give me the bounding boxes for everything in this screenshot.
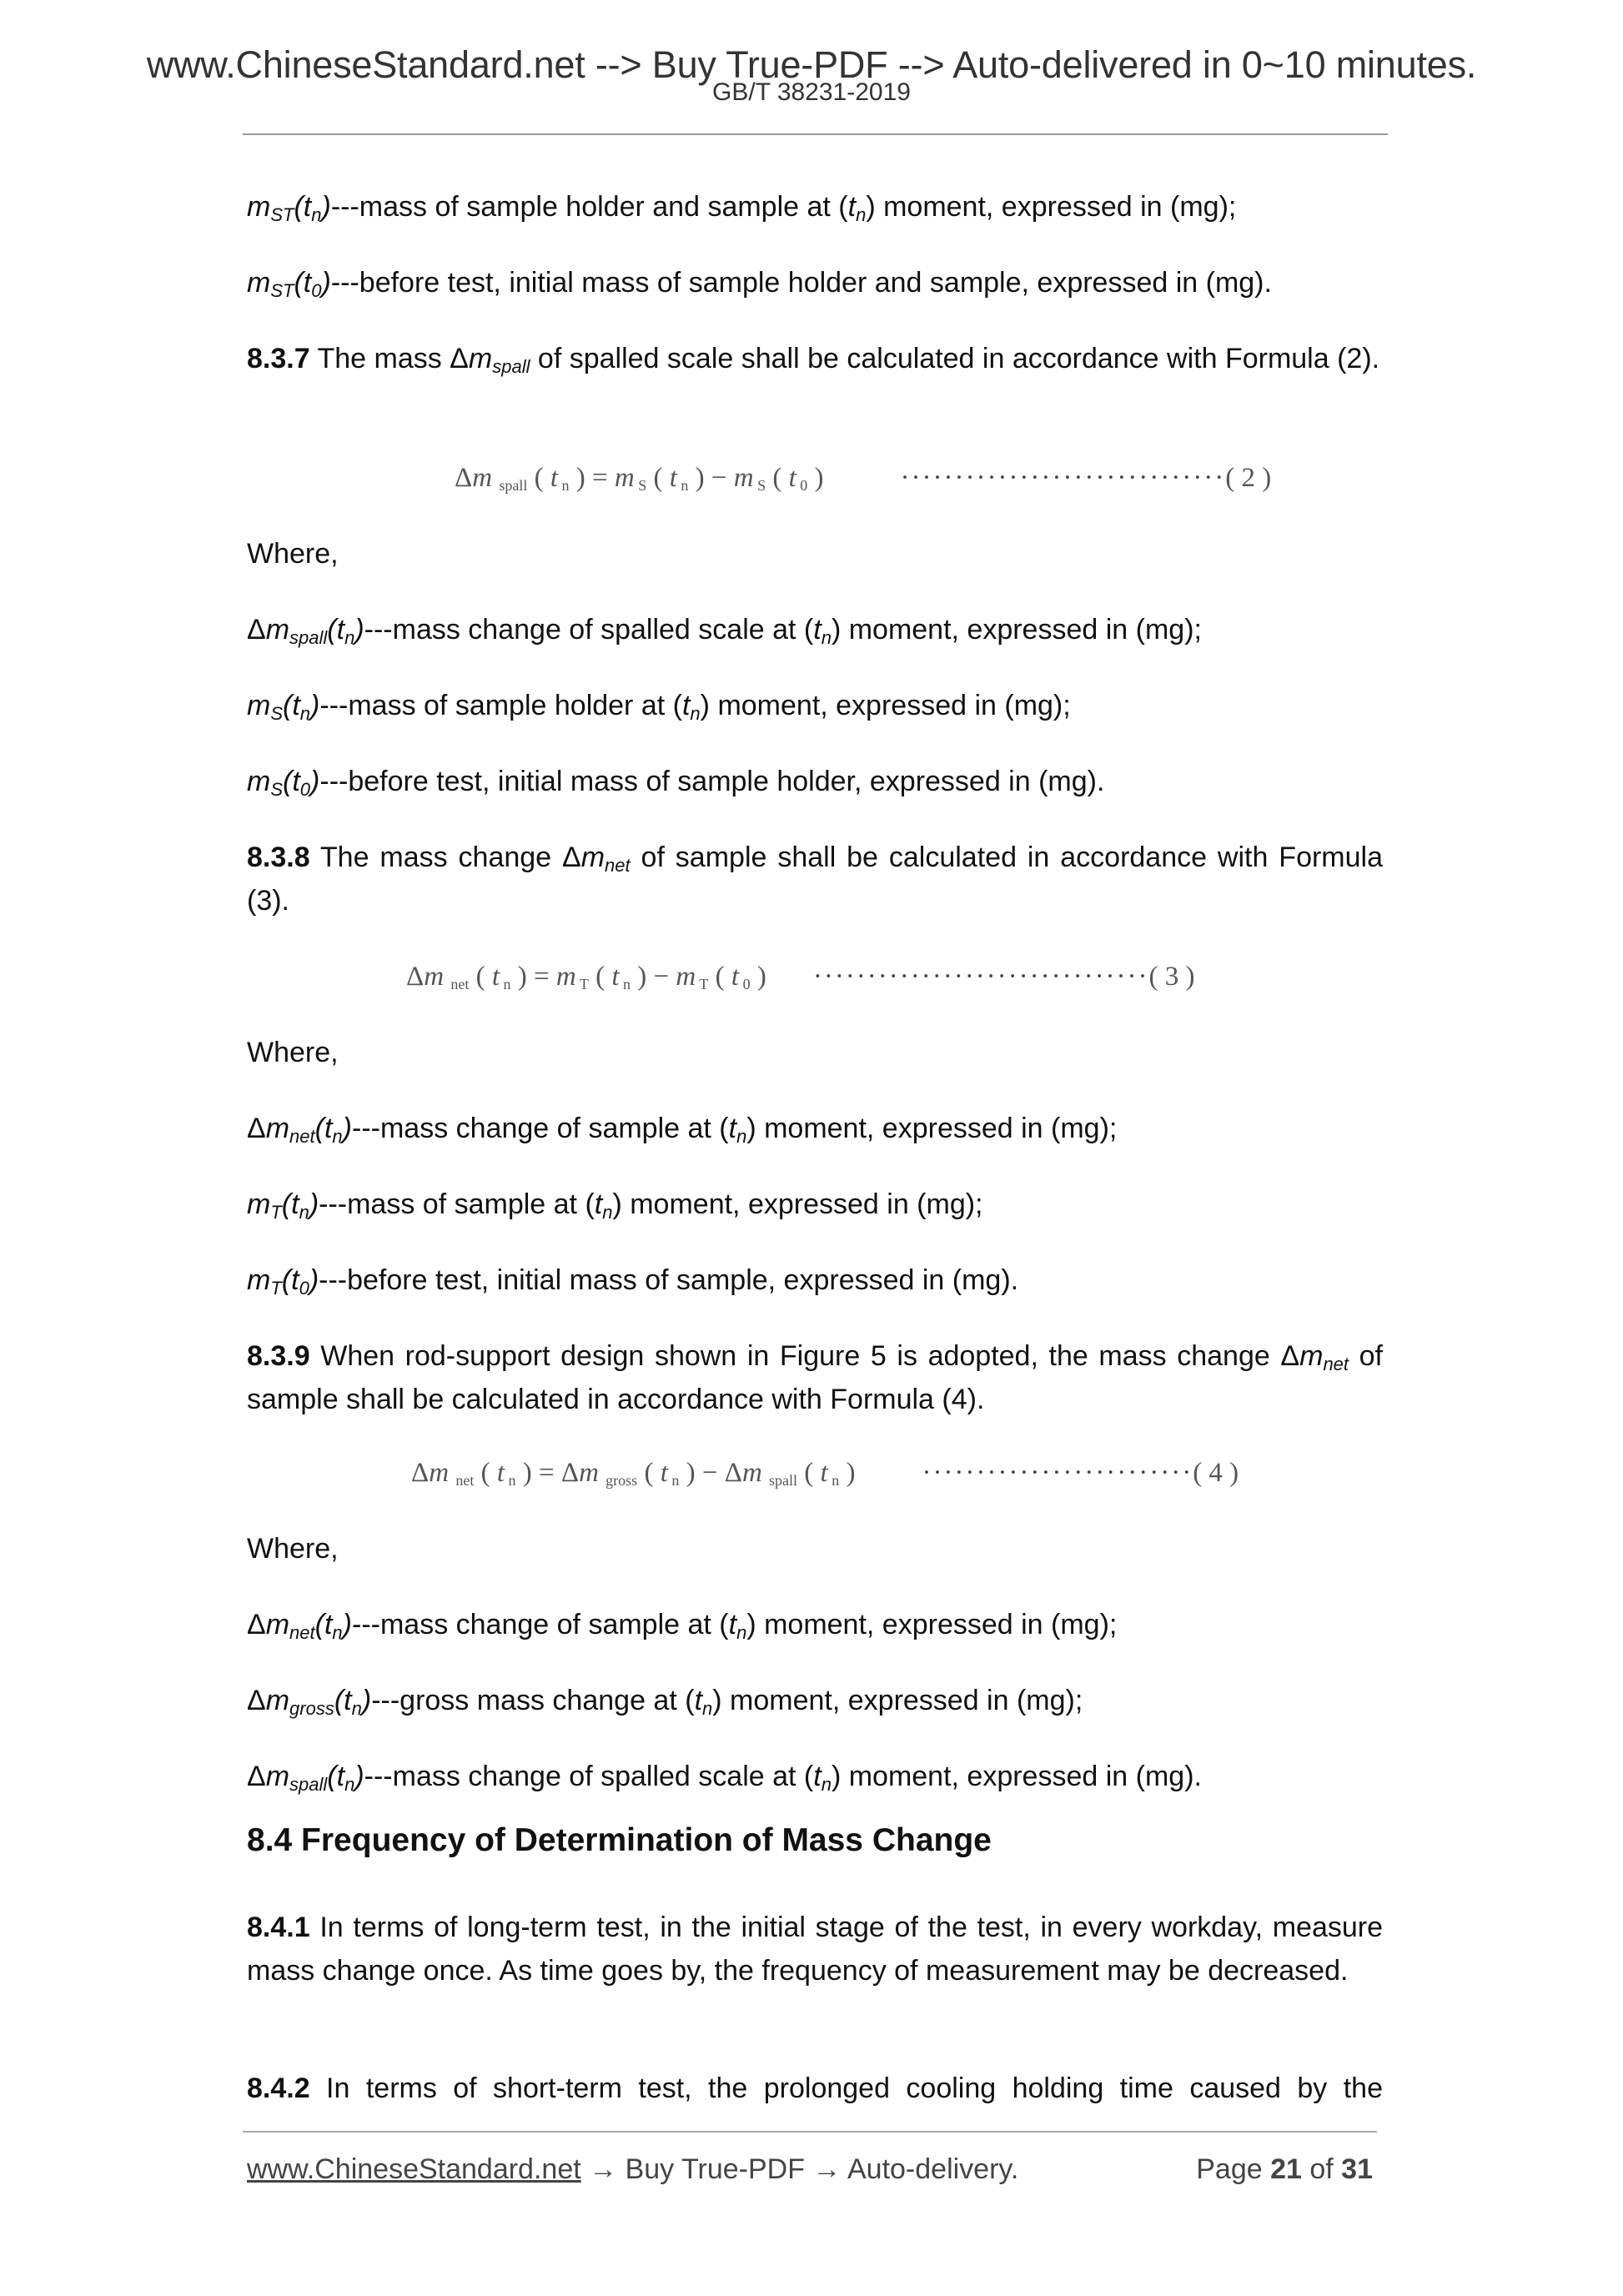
where-label: Where, xyxy=(247,1037,339,1068)
def-mst-tn: $m_{ST}(t_n)--$-mass of sample holder and sample at $(t_n)$ moment, expressed in (mg); xyxy=(247,191,1237,225)
formula-3: Δm $_{net}$ ( t $_n$ ) = m $_T$ ( t $_n$ ) − m $_T$ ( t $_0$ ) ······························· ( 3 ) xyxy=(406,961,1195,992)
def-ms-tn: $m_S(t_n)--$-mass of sample holder at $(t_n)$ moment, expressed in (mg); xyxy=(247,690,1071,724)
def-dm-gross: $\Delta m_{gross}(t_n)--$-gross mass change at $(t_n)$ moment, expressed in (mg); xyxy=(247,1685,1083,1719)
header-divider xyxy=(243,133,1388,135)
formula-4-leader: ························· xyxy=(922,1457,1193,1488)
footer-site-link[interactable]: www.ChineseStandard.net xyxy=(247,2153,581,2185)
clause-8-3-7: 8.3.7 The mass $\Delta m_{spall}$ of spalled scale shall be calculated in accordance with Formula (2). xyxy=(247,343,1380,377)
section-heading-8-4: 8.4 Frequency of Determination of Mass Change xyxy=(247,1822,992,1858)
formula-3-number: ( 3 ) xyxy=(1148,961,1195,992)
clause-8-3-8: 8.3.8 The mass change $\Delta m_{net}$ of sample shall be calculated in accordance with Formula (3). xyxy=(247,842,1384,917)
def-ms-t0: $m_S(t_0)--$-before test, initial mass of sample holder, expressed in (mg). xyxy=(247,766,1105,800)
formula-2: Δm $_{spall}$ ( t $_n$ ) = m $_S$ ( t $_n$ ) − m $_S$ ( t $_0$ ) ······························ ( 2 ) xyxy=(455,462,1272,494)
formula-4: Δm $_{net}$ ( t $_n$ ) = Δm $_{gross}$ ( t $_n$ ) − Δm $_{spall}$ ( t $_n$ ) ························· ( 4 ) xyxy=(411,1457,1239,1489)
footer-divider xyxy=(243,2131,1377,2133)
def-dm-spall-2: $\Delta m_{spall}(t_n)--$-mass change of spalled scale at $(t_n)$ moment, expressed in (mg). xyxy=(247,1761,1202,1795)
def-dm-net: $\Delta m_{net}(t_n)--$-mass change of sample at $(t_n)$ moment, expressed in (mg); xyxy=(247,1113,1118,1147)
def-dm-spall: $\Delta m_{spall}(t_n)--$-mass change of spalled scale at $(t_n)$ moment, expressed in (mg); xyxy=(247,614,1202,648)
formula-4-number: ( 4 ) xyxy=(1193,1457,1239,1488)
def-mst-t0: $m_{ST}(t_0)--$-before test, initial mass of sample holder and sample, expressed in (mg). xyxy=(247,267,1272,301)
def-dm-net-2: $\Delta m_{net}(t_n)--$-mass change of sample at $(t_n)$ moment, expressed in (mg); xyxy=(247,1609,1118,1643)
clause-8-4-2: 8.4.2 In terms of short-term test, the prolonged cooling holding time caused by the xyxy=(247,2072,1383,2104)
formula-2-number: ( 2 ) xyxy=(1225,462,1272,493)
page-number: 21 xyxy=(1270,2153,1302,2185)
page-indicator: Page 21 of 31 xyxy=(1196,2153,1373,2185)
formula-3-leader: ······························· xyxy=(812,961,1149,992)
where-label: Where, xyxy=(247,538,339,570)
formula-2-leader: ······························ xyxy=(900,462,1226,493)
def-mt-tn: $m_T(t_n)--$-mass of sample at $(t_n)$ moment, expressed in (mg); xyxy=(247,1188,983,1223)
page-footer xyxy=(247,2148,1383,2191)
standard-number: GB/T 38231-2019 xyxy=(712,78,911,106)
header-banner: www.ChineseStandard.net --> Buy True-PDF --> Auto-delivered in 0~10 minutes. xyxy=(146,43,1477,86)
footer-tagline: → Buy True-PDF → Auto-delivery. xyxy=(580,2153,1019,2185)
page-total: 31 xyxy=(1341,2153,1373,2185)
clause-8-4-1: 8.4.1 In terms of long-term test, in the initial stage of the test, in every workday, measure mass change once. As time goes by, the frequency of measurement may be decreased. xyxy=(247,1912,1383,1987)
def-mt-t0: $m_T(t_0)--$-before test, initial mass of sample, expressed in (mg). xyxy=(247,1264,1019,1299)
clause-8-3-9: 8.3.9 When rod-support design shown in Figure 5 is adopted, the mass change $\Delta m_{net}$ of sample shall be calculated in accordance with Formula (4). xyxy=(247,1340,1383,1415)
where-label: Where, xyxy=(247,1533,339,1565)
